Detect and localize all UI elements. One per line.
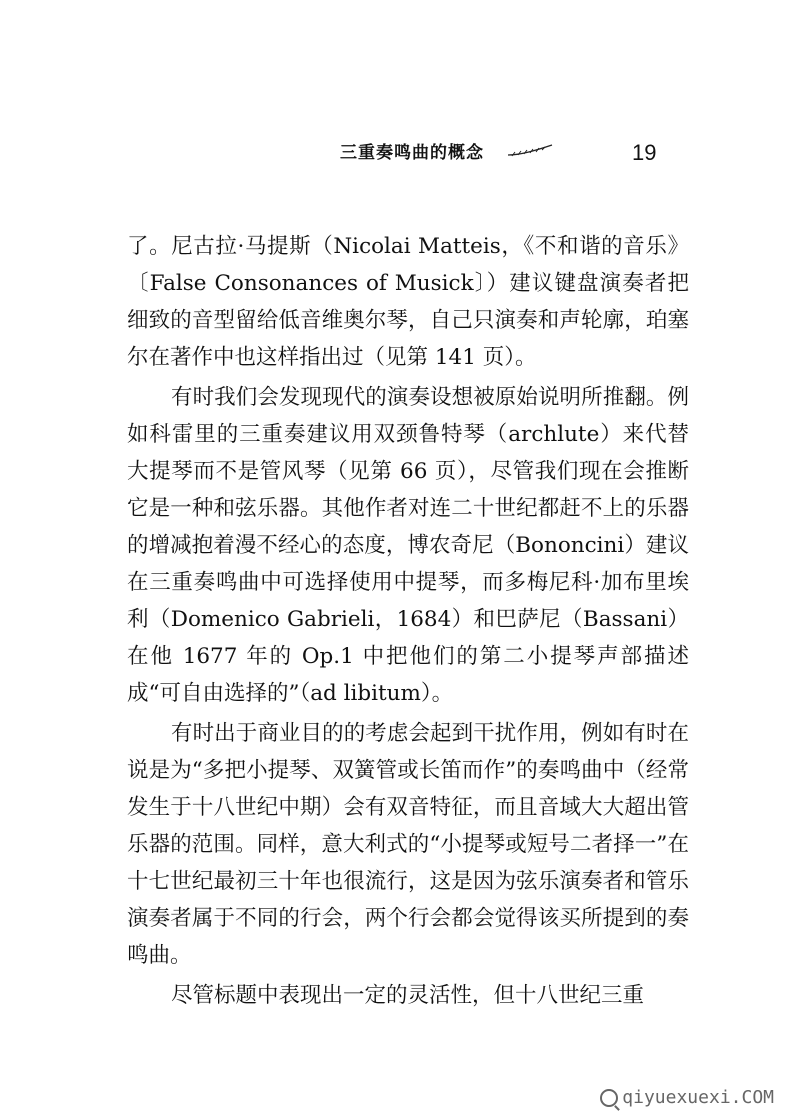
page-number: 19 — [632, 140, 657, 165]
paragraph: 有时出于商业目的的考虑会起到干扰作用，例如有时在说是为“多把小提琴、双簧管或长笛而作”的奏鸣曲中（经常发生于十八世纪中期）会有双音特征，而且音域大大超出管乐器的范围。同样，意大利式的“小提琴或短号二者择一”在十七世纪最初三十年也很流行，这是因为弦乐演奏者和管乐演奏者属于不同的行会，两个行会都会觉得该买所提到的奏鸣曲。 — [127, 721, 689, 968]
watermark-text: qiyuexuexi.COM — [622, 1087, 774, 1108]
paragraph: 有时我们会发现现代的演奏设想被原始说明所推翻。例如科雷里的三重奏建议用双颈鲁特琴（archlute）来代替大提琴而不是管风琴（见第 66 页），尽管我们现在会推断它是一种和弦乐器。其他作者对连二十世纪都赶不上的乐器的增减抱着漫不经心的态度，博农奇尼（Bononcini）建议在三重奏鸣曲中可选择使用中提琴，而多梅尼科·加布里埃利（Domenico Gabrieli，1684）和巴萨尼（Bassani）在他 1677 年的 Op.1 中把他们的第二小提琴声部描述成“可自由选择的”（ad libitum）。 — [127, 385, 689, 706]
chapter-title: 三重奏鸣曲的概念 — [340, 143, 484, 163]
body-text — [127, 228, 689, 1014]
paragraph: 尽管标题中表现出一定的灵活性，但十八世纪三重 — [171, 983, 645, 1008]
ornament-flourish-icon — [506, 143, 554, 159]
running-header — [340, 138, 554, 163]
site-watermark — [600, 1087, 774, 1108]
search-icon — [600, 1089, 618, 1107]
paragraph: 了。尼古拉·马提斯（Nicolai Matteis，《不和谐的音乐》〔False Consonances of Musick〕）建议键盘演奏者把细致的音型留给低音维奥尔琴，自己只演奏和声轮廓，珀塞尔在著作中也这样指出过（见第 141 页）。 — [127, 234, 689, 370]
